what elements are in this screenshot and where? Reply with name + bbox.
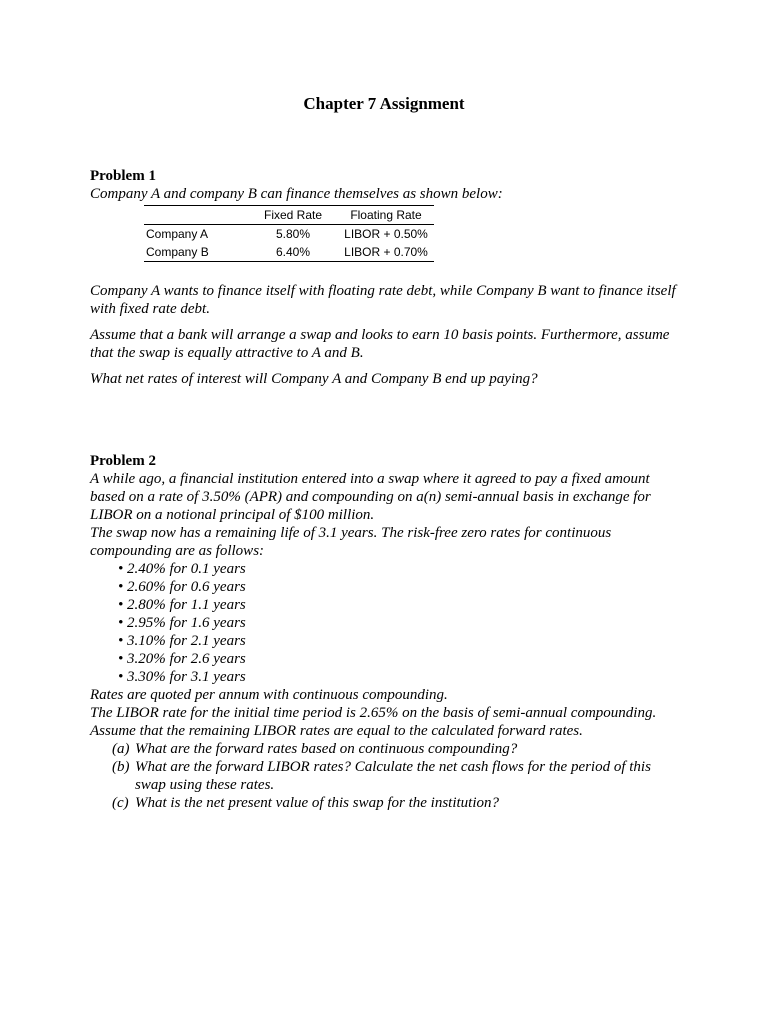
list-item: • 3.10% for 2.1 years [118, 633, 246, 649]
question-text: What is the net present value of this swap for the institution? [135, 795, 500, 811]
list-item: • 2.40% for 0.1 years [118, 561, 246, 577]
list-item: • 3.30% for 3.1 years [118, 669, 246, 685]
list-item: • 2.95% for 1.6 years [118, 615, 246, 631]
problem-2-questions [90, 740, 680, 812]
table-header-cell: Floating Rate [338, 206, 434, 225]
problem-1-header [90, 167, 680, 203]
question-marker: (b) [112, 759, 130, 775]
problem-2-note: Assume that the remaining LIBOR rates are equal to the calculated forward rates. [90, 723, 583, 739]
question-text: What are the forward rates based on continuous compounding? [135, 741, 518, 757]
problem-2 [90, 452, 680, 812]
table-row [144, 243, 434, 262]
table-header-cell [144, 206, 248, 225]
table-cell: Company A [146, 227, 209, 241]
zero-rates-list [90, 560, 680, 686]
problem-1-intro: Company A and company B can finance themselves as shown below: [90, 186, 503, 202]
problem-1-heading: Problem 1 [90, 168, 156, 184]
table-row [144, 225, 434, 244]
table-cell: LIBOR + 0.50% [344, 227, 428, 241]
table-cell: 6.40% [248, 243, 338, 262]
table-header-cell: Fixed Rate [248, 206, 338, 225]
table-cell: 5.80% [275, 227, 311, 241]
problem-2-heading: Problem 2 [90, 453, 156, 469]
question-marker: (a) [112, 741, 130, 757]
question-item [112, 794, 680, 812]
problem-2-zero-rates-intro: The swap now has a remaining life of 3.1 years. The risk-free zero rates for continuous compounding are as follows: [90, 525, 612, 559]
list-item: • 2.80% for 1.1 years [118, 597, 246, 613]
problem-1-body [90, 282, 680, 396]
table-cell: LIBOR + 0.70% [338, 243, 434, 262]
question-marker: (c) [112, 795, 129, 811]
problem-1-paragraph: Assume that a bank will arrange a swap and looks to earn 10 basis points. Furthermore, assume that the swap is equally attractive to A and B. [90, 327, 670, 361]
problem-2-note: The LIBOR rate for the initial time period is 2.65% on the basis of semi-annual compounding. [90, 705, 657, 721]
problem-1-question: What net rates of interest will Company A and Company B end up paying? [90, 371, 538, 387]
problem-2-intro: A while ago, a financial institution entered into a swap where it agreed to pay a fixed amount based on a rate of 3.50% (APR) and compounding on a(n) semi-annual basis in exchange for LIBOR on a notional principal of $100 million. [90, 471, 651, 523]
page-title: Chapter 7 Assignment [303, 94, 465, 113]
problem-1-paragraph: Company A wants to finance itself with floating rate debt, while Company B want to finance itself with fixed rate debt. [90, 283, 676, 317]
question-text: What are the forward LIBOR rates? Calculate the net cash flows for the period of this swap using these rates. [135, 759, 651, 793]
list-item: • 2.60% for 0.6 years [118, 579, 246, 595]
financing-rates-table [144, 205, 434, 262]
table-cell: Company B [144, 243, 248, 262]
question-item [112, 740, 680, 758]
table-header-row [144, 206, 434, 225]
problem-2-note: Rates are quoted per annum with continuous compounding. [90, 687, 448, 703]
list-item: • 3.20% for 2.6 years [118, 651, 246, 667]
question-item [112, 758, 680, 794]
